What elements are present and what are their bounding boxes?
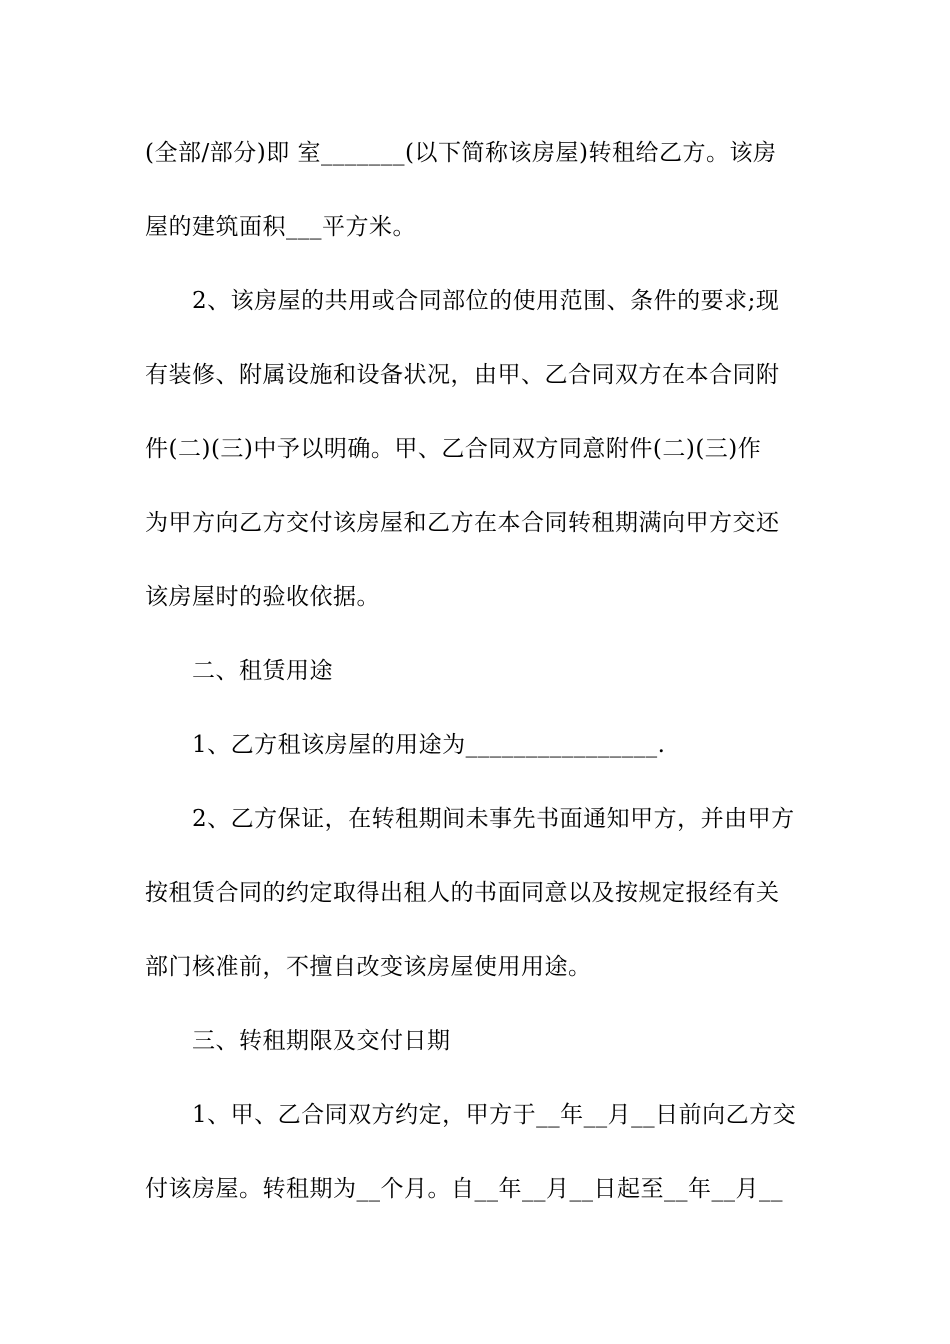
text-line: 部门核准前，不擅自改变该房屋使用用途。 bbox=[145, 954, 592, 980]
text-line: 1、乙方租该房屋的用途为________________. bbox=[192, 732, 666, 758]
text-line: 2、乙方保证，在转租期间未事先书面通知甲方，并由甲方 bbox=[192, 806, 795, 832]
text-line: 有装修、附属设施和设备状况，由甲、乙合同双方在本合同附 bbox=[145, 362, 780, 388]
text-line: 1、甲、乙合同双方约定，甲方于__年__月__日前向乙方交 bbox=[192, 1102, 797, 1128]
section-heading: 三、转租期限及交付日期 bbox=[192, 1028, 451, 1054]
document-page bbox=[145, 124, 810, 1234]
text-line: 屋的建筑面积___平方米。 bbox=[145, 214, 416, 240]
section-heading: 二、租赁用途 bbox=[192, 658, 333, 684]
text-line: 付该房屋。转租期为__个月。自__年__月__日起至__年__月__ bbox=[145, 1176, 783, 1202]
text-line: 件(二)(三)中予以明确。甲、乙合同双方同意附件(二)(三)作 bbox=[145, 436, 762, 462]
text-line: 2、该房屋的共用或合同部位的使用范围、条件的要求;现 bbox=[192, 288, 780, 314]
text-line: (全部/部分)即 室_______(以下简称该房屋)转租给乙方。该房 bbox=[145, 140, 777, 166]
text-line: 为甲方向乙方交付该房屋和乙方在本合同转租期满向甲方交还 bbox=[145, 510, 780, 536]
text-line: 该房屋时的验收依据。 bbox=[145, 584, 380, 610]
text-line: 按租赁合同的约定取得出租人的书面同意以及按规定报经有关 bbox=[145, 880, 780, 906]
